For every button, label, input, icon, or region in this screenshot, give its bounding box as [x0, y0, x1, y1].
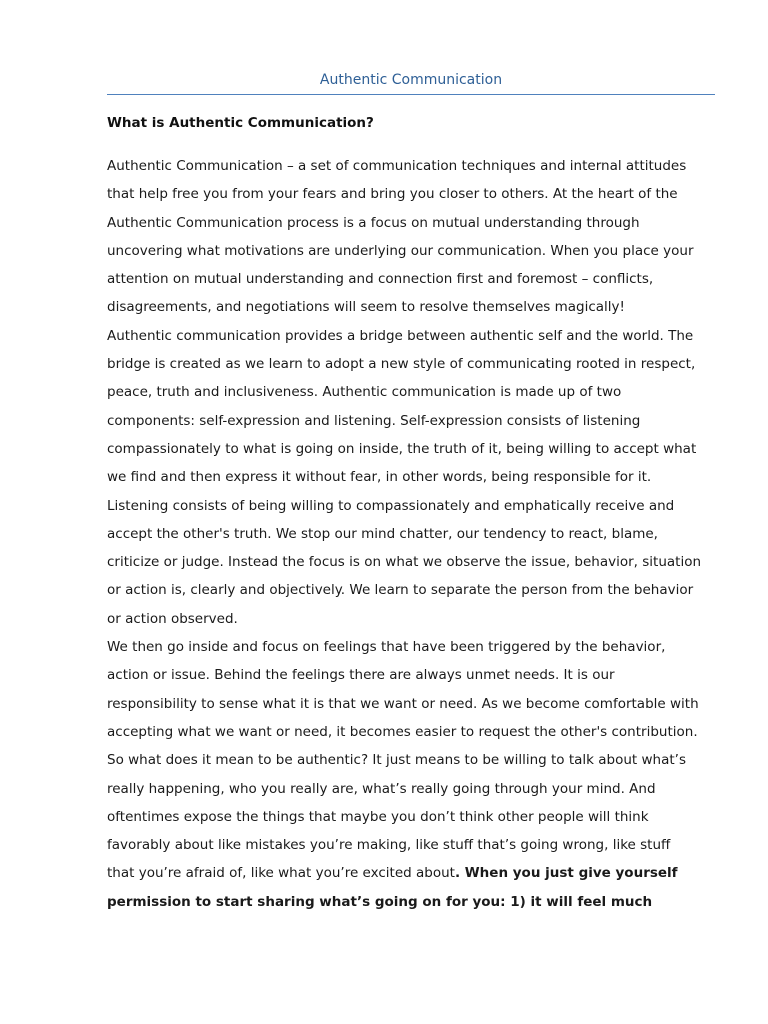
- text-line-regular-part: that you’re afraid of, like what you’re excited about: [107, 865, 455, 882]
- page-header-title: Authentic Communication: [319, 72, 503, 88]
- text-line: bridge is created as we learn to adopt a new style of communicating rooted in respect,: [107, 356, 696, 373]
- text-line: really happening, who you really are, what’s really going through your mind. And: [107, 780, 656, 797]
- text-line: disagreements, and negotiations will seem to resolve themselves magically!: [107, 299, 625, 316]
- text-line-bold-part: . When you just give yourself: [454, 865, 678, 882]
- text-line: attention on mutual understanding and connection first and foremost – conflicts,: [107, 271, 654, 288]
- text-line: favorably about like mistakes you’re making, like stuff that’s going wrong, like stuff: [107, 837, 671, 854]
- text-line: or action is, clearly and objectively. We learn to separate the person from the behavior: [107, 582, 694, 599]
- text-line: Authentic communication provides a bridge between authentic self and the world. The: [107, 327, 694, 344]
- text-line: criticize or judge. Instead the focus is on what we observe the issue, behavior, situation: [107, 554, 702, 571]
- text-line: action or issue. Behind the feelings there are always unmet needs. It is our: [107, 667, 615, 684]
- text-line: accept the other's truth. We stop our mind chatter, our tendency to react, blame,: [107, 525, 658, 542]
- text-line: compassionately to what is going on inside, the truth of it, being willing to accept what: [107, 440, 697, 457]
- section-heading: What is Authentic Communication?: [107, 115, 374, 131]
- text-line-mixed: [107, 859, 715, 887]
- text-line-bold: permission to start sharing what’s going on for you: 1) it will feel much: [107, 893, 653, 910]
- text-line: components: self-expression and listening. Self-expression consists of listening: [107, 412, 641, 429]
- text-line: responsibility to sense what it is that we want or need. As we become comfortable with: [107, 695, 699, 712]
- text-line: We then go inside and focus on feelings that have been triggered by the behavior,: [107, 639, 666, 656]
- text-line: that help free you from your fears and bring you closer to others. At the heart of the: [107, 186, 678, 203]
- header-divider: [107, 94, 715, 95]
- text-line: Authentic Communication process is a focus on mutual understanding through: [107, 214, 640, 231]
- text-line: Authentic Communication – a set of communication techniques and internal attitudes: [107, 158, 687, 174]
- text-line: Listening consists of being willing to compassionately and emphatically receive and: [107, 497, 675, 514]
- text-line: So what does it mean to be authentic? It just means to be willing to talk about what’s: [107, 752, 686, 769]
- text-line: we find and then express it without fear, in other words, being responsible for it.: [107, 469, 652, 486]
- text-line: uncovering what motivations are underlying our communication. When you place your: [107, 242, 694, 259]
- text-line: or action observed.: [107, 610, 238, 627]
- text-line: accepting what we want or need, it becomes easier to request the other's contribution.: [107, 723, 698, 740]
- text-line: peace, truth and inclusiveness. Authentic communication is made up of two: [107, 384, 622, 401]
- text-line: oftentimes expose the things that maybe you don’t think other people will think: [107, 808, 649, 825]
- body-text: [107, 152, 715, 916]
